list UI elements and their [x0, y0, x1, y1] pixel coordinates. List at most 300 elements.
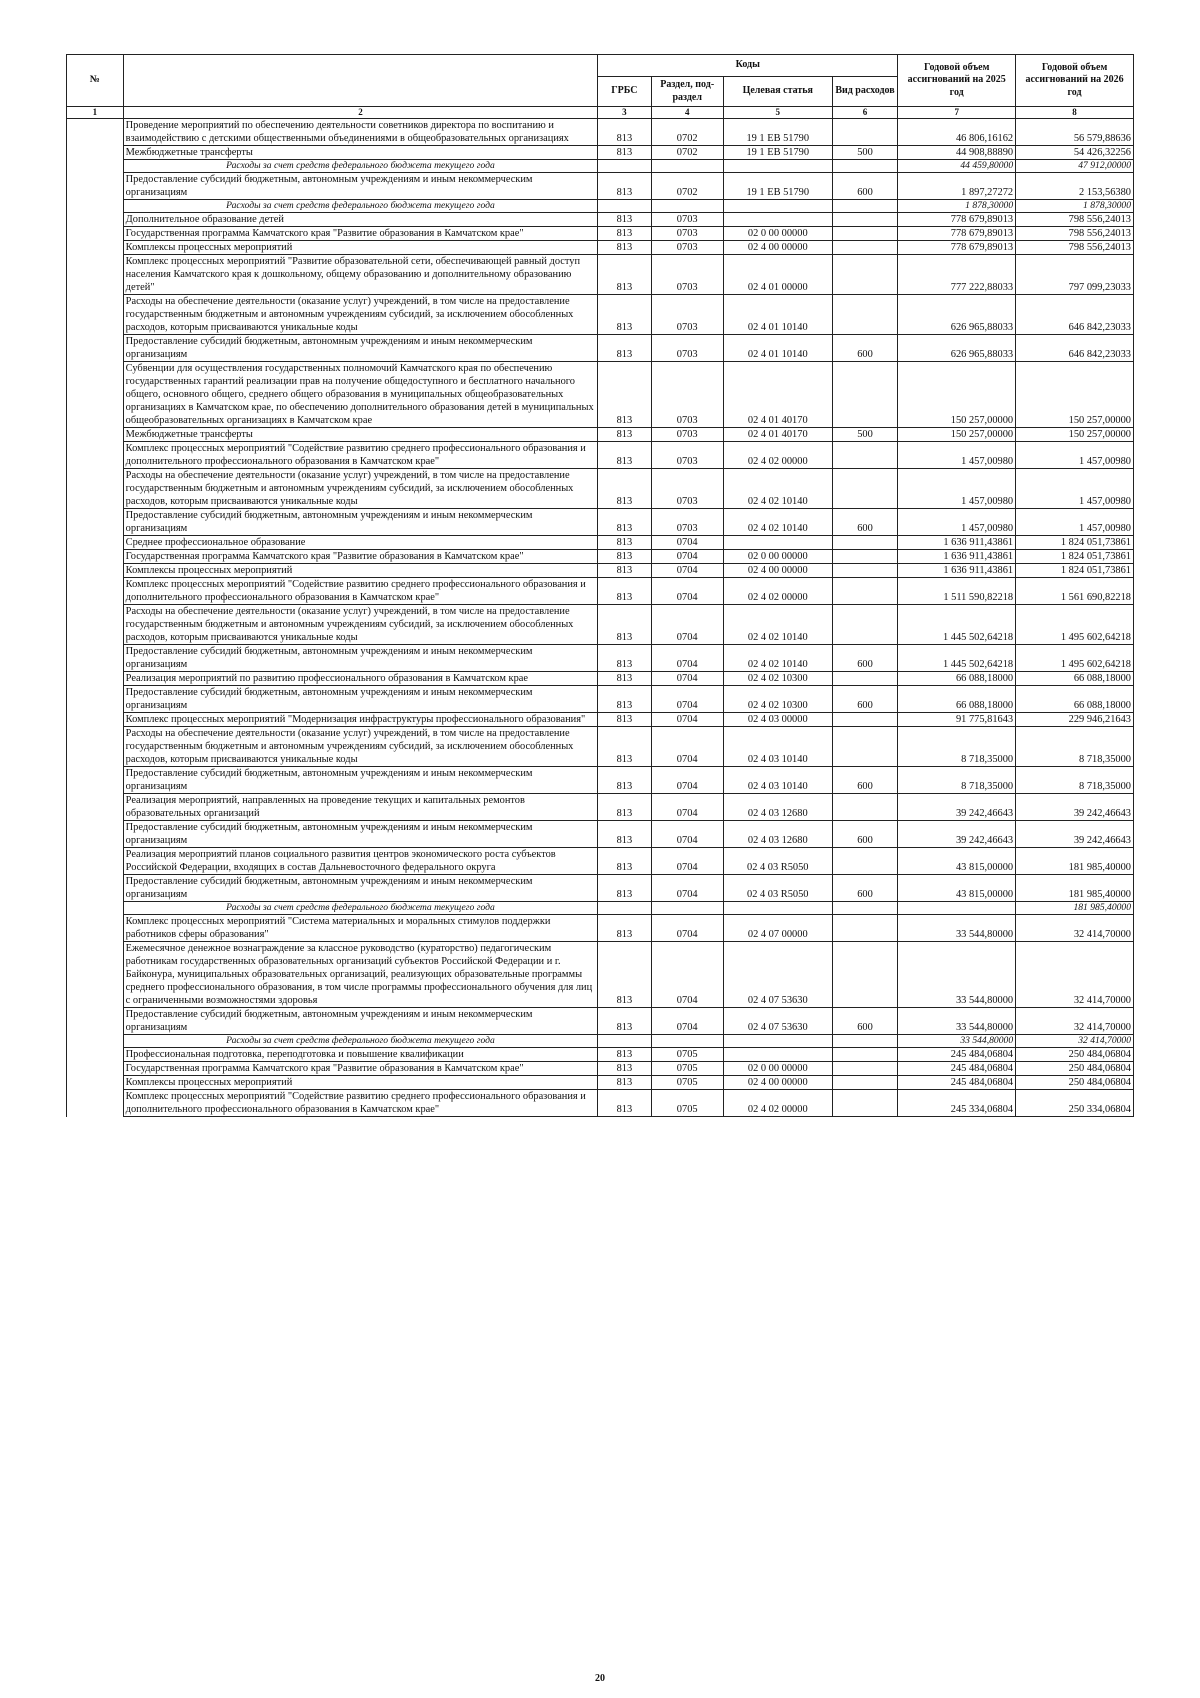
razdel-cell: 0704	[651, 1008, 723, 1035]
item-name-cell: Предоставление субсидий бюджетным, автономным учреждениям и иным некоммерческим организациям	[123, 173, 598, 200]
target-article-cell: 02 4 01 10140	[723, 335, 832, 362]
amount-2025-cell: 44 908,88890	[898, 146, 1016, 160]
target-article-cell: 02 4 02 10140	[723, 469, 832, 509]
table-row	[67, 146, 1134, 160]
item-name-cell: Расходы на обеспечение деятельности (оказание услуг) учреждений, в том числе на предоставление государственным бюджетным и автономным учреждениям субсидий, за исключением обособленных расходов, которым присваиваются уникальные коды	[123, 295, 598, 335]
table-row	[67, 915, 1134, 942]
federal-budget-row	[67, 902, 1134, 915]
target-article-cell: 02 4 01 40170	[723, 362, 832, 428]
table-row	[67, 578, 1134, 605]
column-index: 5	[723, 107, 832, 119]
row-number-cell	[67, 255, 124, 295]
amount-2026-cell: 1 824 051,73861	[1016, 564, 1134, 578]
item-name-cell: Комплексы процессных мероприятий	[123, 241, 598, 255]
column-index: 1	[67, 107, 124, 119]
target-article-cell	[723, 1035, 832, 1048]
expense-type-cell: 600	[832, 335, 898, 362]
grbs-cell: 813	[598, 428, 651, 442]
razdel-cell: 0704	[651, 727, 723, 767]
amount-2025-cell: 43 815,00000	[898, 875, 1016, 902]
row-number-cell	[67, 509, 124, 536]
amount-2026-cell: 250 484,06804	[1016, 1048, 1134, 1062]
item-name-cell: Расходы за счет средств федерального бюджета текущего года	[123, 200, 598, 213]
expense-type-cell	[832, 160, 898, 173]
item-name-cell: Предоставление субсидий бюджетным, автономным учреждениям и иным некоммерческим организациям	[123, 1008, 598, 1035]
grbs-cell: 813	[598, 295, 651, 335]
table-row	[67, 213, 1134, 227]
grbs-cell: 813	[598, 942, 651, 1008]
target-article-cell: 02 0 00 00000	[723, 1062, 832, 1076]
amount-2025-cell	[898, 902, 1016, 915]
header-razdel: Раздел, под-раздел	[651, 77, 723, 107]
grbs-cell: 813	[598, 1048, 651, 1062]
target-article-cell: 02 4 02 10300	[723, 672, 832, 686]
table-row	[67, 119, 1134, 146]
table-row	[67, 686, 1134, 713]
amount-2026-cell: 32 414,70000	[1016, 1008, 1134, 1035]
razdel-cell	[651, 902, 723, 915]
grbs-cell: 813	[598, 213, 651, 227]
row-number-cell	[67, 848, 124, 875]
grbs-cell	[598, 902, 651, 915]
target-article-cell: 02 4 01 10140	[723, 295, 832, 335]
amount-2025-cell: 150 257,00000	[898, 428, 1016, 442]
table-row	[67, 564, 1134, 578]
razdel-cell: 0703	[651, 255, 723, 295]
item-name-cell: Проведение мероприятий по обеспечению деятельности советников директора по воспитанию и взаимодействию с детскими общественными объединениями в общеобразовательных организациях	[123, 119, 598, 146]
expense-type-cell	[832, 942, 898, 1008]
grbs-cell: 813	[598, 1062, 651, 1076]
target-article-cell	[723, 902, 832, 915]
item-name-cell: Государственная программа Камчатского края "Развитие образования в Камчатском крае"	[123, 550, 598, 564]
razdel-cell: 0704	[651, 686, 723, 713]
razdel-cell: 0704	[651, 794, 723, 821]
item-name-cell: Расходы за счет средств федерального бюджета текущего года	[123, 1035, 598, 1048]
grbs-cell: 813	[598, 1076, 651, 1090]
grbs-cell: 813	[598, 146, 651, 160]
target-article-cell	[723, 1048, 832, 1062]
row-number-cell	[67, 213, 124, 227]
row-number-cell	[67, 1035, 124, 1048]
razdel-cell: 0704	[651, 821, 723, 848]
expense-type-cell: 600	[832, 686, 898, 713]
item-name-cell: Реализация мероприятий, направленных на проведение текущих и капитальных ремонтов образовательных организаций	[123, 794, 598, 821]
target-article-cell: 02 4 00 00000	[723, 241, 832, 255]
expense-type-cell	[832, 1048, 898, 1062]
item-name-cell: Предоставление субсидий бюджетным, автономным учреждениям и иным некоммерческим организациям	[123, 686, 598, 713]
row-number-cell	[67, 335, 124, 362]
table-row	[67, 469, 1134, 509]
grbs-cell: 813	[598, 875, 651, 902]
grbs-cell: 813	[598, 550, 651, 564]
row-number-cell	[67, 119, 124, 146]
amount-2026-cell: 1 495 602,64218	[1016, 645, 1134, 672]
grbs-cell: 813	[598, 645, 651, 672]
item-name-cell: Предоставление субсидий бюджетным, автономным учреждениям и иным некоммерческим организациям	[123, 645, 598, 672]
grbs-cell: 813	[598, 227, 651, 241]
grbs-cell: 813	[598, 578, 651, 605]
expense-type-cell	[832, 713, 898, 727]
table-row	[67, 442, 1134, 469]
column-index: 3	[598, 107, 651, 119]
table-row	[67, 942, 1134, 1008]
table-row	[67, 428, 1134, 442]
item-name-cell: Среднее профессиональное образование	[123, 536, 598, 550]
header-codes: Коды	[598, 55, 898, 77]
grbs-cell: 813	[598, 509, 651, 536]
razdel-cell: 0702	[651, 146, 723, 160]
target-article-cell: 19 1 EB 51790	[723, 173, 832, 200]
amount-2025-cell: 1 511 590,82218	[898, 578, 1016, 605]
amount-2026-cell: 150 257,00000	[1016, 428, 1134, 442]
row-number-cell	[67, 915, 124, 942]
razdel-cell: 0704	[651, 578, 723, 605]
header-year-2026: Годовой объем ассигнований на 2026 год	[1016, 55, 1134, 107]
table-row	[67, 173, 1134, 200]
amount-2025-cell: 1 878,30000	[898, 200, 1016, 213]
amount-2026-cell: 8 718,35000	[1016, 767, 1134, 794]
razdel-cell: 0704	[651, 645, 723, 672]
amount-2025-cell: 778 679,89013	[898, 227, 1016, 241]
table-row	[67, 1048, 1134, 1062]
grbs-cell: 813	[598, 821, 651, 848]
target-article-cell	[723, 160, 832, 173]
expense-type-cell	[832, 362, 898, 428]
column-index: 2	[123, 107, 598, 119]
item-name-cell: Предоставление субсидий бюджетным, автономным учреждениям и иным некоммерческим организациям	[123, 875, 598, 902]
target-article-cell: 02 4 03 R5050	[723, 848, 832, 875]
amount-2026-cell: 39 242,46643	[1016, 794, 1134, 821]
grbs-cell: 813	[598, 713, 651, 727]
target-article-cell: 02 0 00 00000	[723, 227, 832, 241]
target-article-cell	[723, 536, 832, 550]
expense-type-cell	[832, 915, 898, 942]
expense-type-cell: 500	[832, 146, 898, 160]
table-row	[67, 767, 1134, 794]
item-name-cell: Комплекс процессных мероприятий "Содействие развитию среднего профессионального образования и дополнительного профессионального образования в Камчатском крае"	[123, 442, 598, 469]
amount-2026-cell: 1 495 602,64218	[1016, 605, 1134, 645]
table-row	[67, 672, 1134, 686]
column-index: 6	[832, 107, 898, 119]
amount-2026-cell: 250 334,06804	[1016, 1090, 1134, 1117]
federal-budget-row	[67, 200, 1134, 213]
row-number-cell	[67, 645, 124, 672]
amount-2025-cell: 39 242,46643	[898, 794, 1016, 821]
row-number-cell	[67, 428, 124, 442]
amount-2025-cell: 777 222,88033	[898, 255, 1016, 295]
target-article-cell: 19 1 EB 51790	[723, 146, 832, 160]
table-row	[67, 1090, 1134, 1117]
expense-type-cell	[832, 227, 898, 241]
amount-2026-cell: 56 579,88636	[1016, 119, 1134, 146]
item-name-cell: Комплексы процессных мероприятий	[123, 564, 598, 578]
column-index: 8	[1016, 107, 1134, 119]
item-name-cell: Комплекс процессных мероприятий "Развитие образовательной сети, обеспечивающей равный доступ населения Камчатского края к дошкольному, общему образованию и дополнительному образованию детей"	[123, 255, 598, 295]
grbs-cell: 813	[598, 469, 651, 509]
amount-2025-cell: 39 242,46643	[898, 821, 1016, 848]
amount-2026-cell: 8 718,35000	[1016, 727, 1134, 767]
expense-type-cell	[832, 119, 898, 146]
amount-2026-cell: 181 985,40000	[1016, 875, 1134, 902]
amount-2026-cell: 798 556,24013	[1016, 241, 1134, 255]
grbs-cell	[598, 160, 651, 173]
table-row	[67, 1062, 1134, 1076]
header-name	[123, 55, 598, 107]
razdel-cell: 0703	[651, 469, 723, 509]
expense-type-cell	[832, 605, 898, 645]
table-row	[67, 536, 1134, 550]
item-name-cell: Комплекс процессных мероприятий "Система материальных и моральных стимулов поддержки работников сферы образования"	[123, 915, 598, 942]
amount-2026-cell: 798 556,24013	[1016, 227, 1134, 241]
amount-2025-cell: 8 718,35000	[898, 767, 1016, 794]
amount-2025-cell: 1 445 502,64218	[898, 645, 1016, 672]
item-name-cell: Предоставление субсидий бюджетным, автономным учреждениям и иным некоммерческим организациям	[123, 335, 598, 362]
grbs-cell: 813	[598, 536, 651, 550]
amount-2025-cell: 778 679,89013	[898, 213, 1016, 227]
target-article-cell: 02 4 03 10140	[723, 767, 832, 794]
grbs-cell: 813	[598, 362, 651, 428]
target-article-cell: 02 4 02 00000	[723, 442, 832, 469]
amount-2025-cell: 1 897,27272	[898, 173, 1016, 200]
row-number-cell	[67, 686, 124, 713]
page-number: 20	[595, 1673, 605, 1684]
row-number-cell	[67, 1076, 124, 1090]
item-name-cell: Предоставление субсидий бюджетным, автономным учреждениям и иным некоммерческим организациям	[123, 509, 598, 536]
amount-2025-cell: 626 965,88033	[898, 335, 1016, 362]
razdel-cell	[651, 1035, 723, 1048]
amount-2026-cell: 250 484,06804	[1016, 1076, 1134, 1090]
amount-2026-cell: 32 414,70000	[1016, 1035, 1134, 1048]
row-number-cell	[67, 1062, 124, 1076]
amount-2025-cell: 91 775,81643	[898, 713, 1016, 727]
table-row	[67, 550, 1134, 564]
table-row	[67, 1008, 1134, 1035]
expense-type-cell	[832, 469, 898, 509]
razdel-cell: 0702	[651, 173, 723, 200]
row-number-cell	[67, 536, 124, 550]
amount-2026-cell: 250 484,06804	[1016, 1062, 1134, 1076]
razdel-cell: 0704	[651, 550, 723, 564]
federal-budget-row	[67, 160, 1134, 173]
razdel-cell: 0705	[651, 1090, 723, 1117]
amount-2025-cell: 245 334,06804	[898, 1090, 1016, 1117]
amount-2026-cell: 32 414,70000	[1016, 915, 1134, 942]
grbs-cell: 813	[598, 605, 651, 645]
amount-2025-cell: 245 484,06804	[898, 1048, 1016, 1062]
item-name-cell: Расходы на обеспечение деятельности (оказание услуг) учреждений, в том числе на предоставление государственным бюджетным и автономным учреждениям субсидий, за исключением обособленных расходов, которым присваиваются уникальные коды	[123, 469, 598, 509]
target-article-cell: 02 4 01 00000	[723, 255, 832, 295]
column-index-row	[67, 107, 1134, 119]
amount-2026-cell: 1 561 690,82218	[1016, 578, 1134, 605]
grbs-cell	[598, 1035, 651, 1048]
target-article-cell: 02 4 03 00000	[723, 713, 832, 727]
row-number-cell	[67, 146, 124, 160]
expense-type-cell: 500	[832, 428, 898, 442]
amount-2025-cell: 33 544,80000	[898, 915, 1016, 942]
row-number-cell	[67, 469, 124, 509]
column-index: 4	[651, 107, 723, 119]
amount-2026-cell: 1 457,00980	[1016, 509, 1134, 536]
razdel-cell: 0704	[651, 713, 723, 727]
header-target-article: Целевая статья	[723, 77, 832, 107]
expense-type-cell	[832, 1090, 898, 1117]
table-row	[67, 362, 1134, 428]
target-article-cell	[723, 200, 832, 213]
amount-2026-cell: 797 099,23033	[1016, 255, 1134, 295]
row-number-cell	[67, 241, 124, 255]
federal-budget-row	[67, 1035, 1134, 1048]
target-article-cell: 02 0 00 00000	[723, 550, 832, 564]
grbs-cell: 813	[598, 1008, 651, 1035]
grbs-cell: 813	[598, 173, 651, 200]
amount-2026-cell: 1 457,00980	[1016, 469, 1134, 509]
row-number-cell	[67, 902, 124, 915]
table-row	[67, 605, 1134, 645]
expense-type-cell	[832, 200, 898, 213]
target-article-cell: 02 4 07 53630	[723, 1008, 832, 1035]
table-row	[67, 255, 1134, 295]
razdel-cell: 0703	[651, 428, 723, 442]
amount-2025-cell: 1 636 911,43861	[898, 536, 1016, 550]
expense-type-cell	[832, 295, 898, 335]
row-number-cell	[67, 160, 124, 173]
row-number-cell	[67, 767, 124, 794]
row-number-cell	[67, 713, 124, 727]
razdel-cell: 0704	[651, 848, 723, 875]
grbs-cell: 813	[598, 794, 651, 821]
razdel-cell: 0704	[651, 605, 723, 645]
target-article-cell: 19 1 EB 51790	[723, 119, 832, 146]
item-name-cell: Расходы за счет средств федерального бюджета текущего года	[123, 902, 598, 915]
expense-type-cell	[832, 672, 898, 686]
target-article-cell: 02 4 07 00000	[723, 915, 832, 942]
column-index: 7	[898, 107, 1016, 119]
grbs-cell: 813	[598, 241, 651, 255]
row-number-cell	[67, 1048, 124, 1062]
expense-type-cell	[832, 241, 898, 255]
row-number-cell	[67, 875, 124, 902]
expense-type-cell	[832, 848, 898, 875]
expense-type-cell: 600	[832, 173, 898, 200]
row-number-cell	[67, 442, 124, 469]
row-number-cell	[67, 200, 124, 213]
amount-2025-cell: 1 636 911,43861	[898, 564, 1016, 578]
table-row	[67, 227, 1134, 241]
row-number-cell	[67, 295, 124, 335]
table-row	[67, 875, 1134, 902]
row-number-cell	[67, 550, 124, 564]
amount-2026-cell: 1 878,30000	[1016, 200, 1134, 213]
grbs-cell: 813	[598, 686, 651, 713]
expense-type-cell	[832, 255, 898, 295]
item-name-cell: Расходы на обеспечение деятельности (оказание услуг) учреждений, в том числе на предоставление государственным бюджетным и автономным учреждениям субсидий, за исключением обособленных расходов, которым присваиваются уникальные коды	[123, 727, 598, 767]
amount-2025-cell: 1 457,00980	[898, 509, 1016, 536]
amount-2025-cell: 778 679,89013	[898, 241, 1016, 255]
razdel-cell: 0703	[651, 295, 723, 335]
budget-table	[66, 54, 1134, 1117]
table-row	[67, 821, 1134, 848]
grbs-cell: 813	[598, 442, 651, 469]
razdel-cell: 0705	[651, 1048, 723, 1062]
table-row	[67, 241, 1134, 255]
header-number: №	[67, 55, 124, 107]
table-row	[67, 848, 1134, 875]
grbs-cell: 813	[598, 335, 651, 362]
razdel-cell: 0705	[651, 1062, 723, 1076]
row-number-cell	[67, 362, 124, 428]
amount-2026-cell: 229 946,21643	[1016, 713, 1134, 727]
table-row	[67, 727, 1134, 767]
item-name-cell: Реализация мероприятий по развитию профессионального образования в Камчатском крае	[123, 672, 598, 686]
target-article-cell: 02 4 00 00000	[723, 564, 832, 578]
amount-2025-cell: 46 806,16162	[898, 119, 1016, 146]
amount-2026-cell: 32 414,70000	[1016, 942, 1134, 1008]
amount-2026-cell: 150 257,00000	[1016, 362, 1134, 428]
row-number-cell	[67, 564, 124, 578]
expense-type-cell	[832, 1062, 898, 1076]
expense-type-cell: 600	[832, 821, 898, 848]
razdel-cell: 0702	[651, 119, 723, 146]
target-article-cell: 02 4 07 53630	[723, 942, 832, 1008]
target-article-cell: 02 4 03 12680	[723, 794, 832, 821]
item-name-cell: Межбюджетные трансферты	[123, 428, 598, 442]
amount-2025-cell: 33 544,80000	[898, 1008, 1016, 1035]
item-name-cell: Предоставление субсидий бюджетным, автономным учреждениям и иным некоммерческим организациям	[123, 767, 598, 794]
item-name-cell: Расходы на обеспечение деятельности (оказание услуг) учреждений, в том числе на предоставление государственным бюджетным и автономным учреждениям субсидий, за исключением обособленных расходов, которым присваиваются уникальные коды	[123, 605, 598, 645]
item-name-cell: Ежемесячное денежное вознаграждение за классное руководство (кураторство) педагогическим работникам государственных образовательных организаций субъектов Российской Федерации и г. Байконура, муниципальных образовательных организаций, реализующих образовательные программы среднего профессионального образования, в том числе программы профессионального обучения для лиц с ограниченными возможностями здоровья	[123, 942, 598, 1008]
table-row	[67, 794, 1134, 821]
expense-type-cell	[832, 902, 898, 915]
target-article-cell: 02 4 02 10140	[723, 605, 832, 645]
amount-2026-cell: 181 985,40000	[1016, 902, 1134, 915]
razdel-cell: 0704	[651, 536, 723, 550]
amount-2026-cell: 39 242,46643	[1016, 821, 1134, 848]
item-name-cell: Дополнительное образование детей	[123, 213, 598, 227]
razdel-cell: 0703	[651, 509, 723, 536]
item-name-cell: Государственная программа Камчатского края "Развитие образования в Камчатском крае"	[123, 1062, 598, 1076]
item-name-cell: Государственная программа Камчатского края "Развитие образования в Камчатском крае"	[123, 227, 598, 241]
item-name-cell: Субвенции для осуществления государственных полномочий Камчатского края по обеспечению государственных гарантий реализации прав на получение общедоступного и бесплатного начального общего, основного общего, среднего общего образования в муниципальных общеобразовательных организациях в Камчатском крае, по обеспечению дополнительного образования детей в муниципальных общеобразовательных организациях в Камчатском крае	[123, 362, 598, 428]
expense-type-cell	[832, 536, 898, 550]
amount-2025-cell: 1 636 911,43861	[898, 550, 1016, 564]
amount-2026-cell: 181 985,40000	[1016, 848, 1134, 875]
item-name-cell: Предоставление субсидий бюджетным, автономным учреждениям и иным некоммерческим организациям	[123, 821, 598, 848]
amount-2025-cell: 1 445 502,64218	[898, 605, 1016, 645]
table-body	[67, 119, 1134, 1117]
table-row	[67, 509, 1134, 536]
budget-document	[66, 54, 1134, 1117]
razdel-cell: 0705	[651, 1076, 723, 1090]
grbs-cell: 813	[598, 564, 651, 578]
row-number-cell	[67, 227, 124, 241]
razdel-cell: 0703	[651, 335, 723, 362]
header-row	[67, 55, 1134, 77]
grbs-cell: 813	[598, 672, 651, 686]
item-name-cell: Реализация мероприятий планов социального развития центров экономического роста субъектов Российской Федерации, входящих в состав Дальневосточного федерального округа	[123, 848, 598, 875]
amount-2026-cell: 646 842,23033	[1016, 335, 1134, 362]
expense-type-cell: 600	[832, 1008, 898, 1035]
amount-2026-cell: 1 824 051,73861	[1016, 550, 1134, 564]
table-row	[67, 713, 1134, 727]
razdel-cell: 0703	[651, 227, 723, 241]
expense-type-cell	[832, 550, 898, 564]
header-year-2025: Годовой объем ассигнований на 2025 год	[898, 55, 1016, 107]
amount-2026-cell: 66 088,18000	[1016, 686, 1134, 713]
amount-2025-cell: 66 088,18000	[898, 686, 1016, 713]
razdel-cell: 0703	[651, 241, 723, 255]
amount-2026-cell: 798 556,24013	[1016, 213, 1134, 227]
razdel-cell	[651, 200, 723, 213]
